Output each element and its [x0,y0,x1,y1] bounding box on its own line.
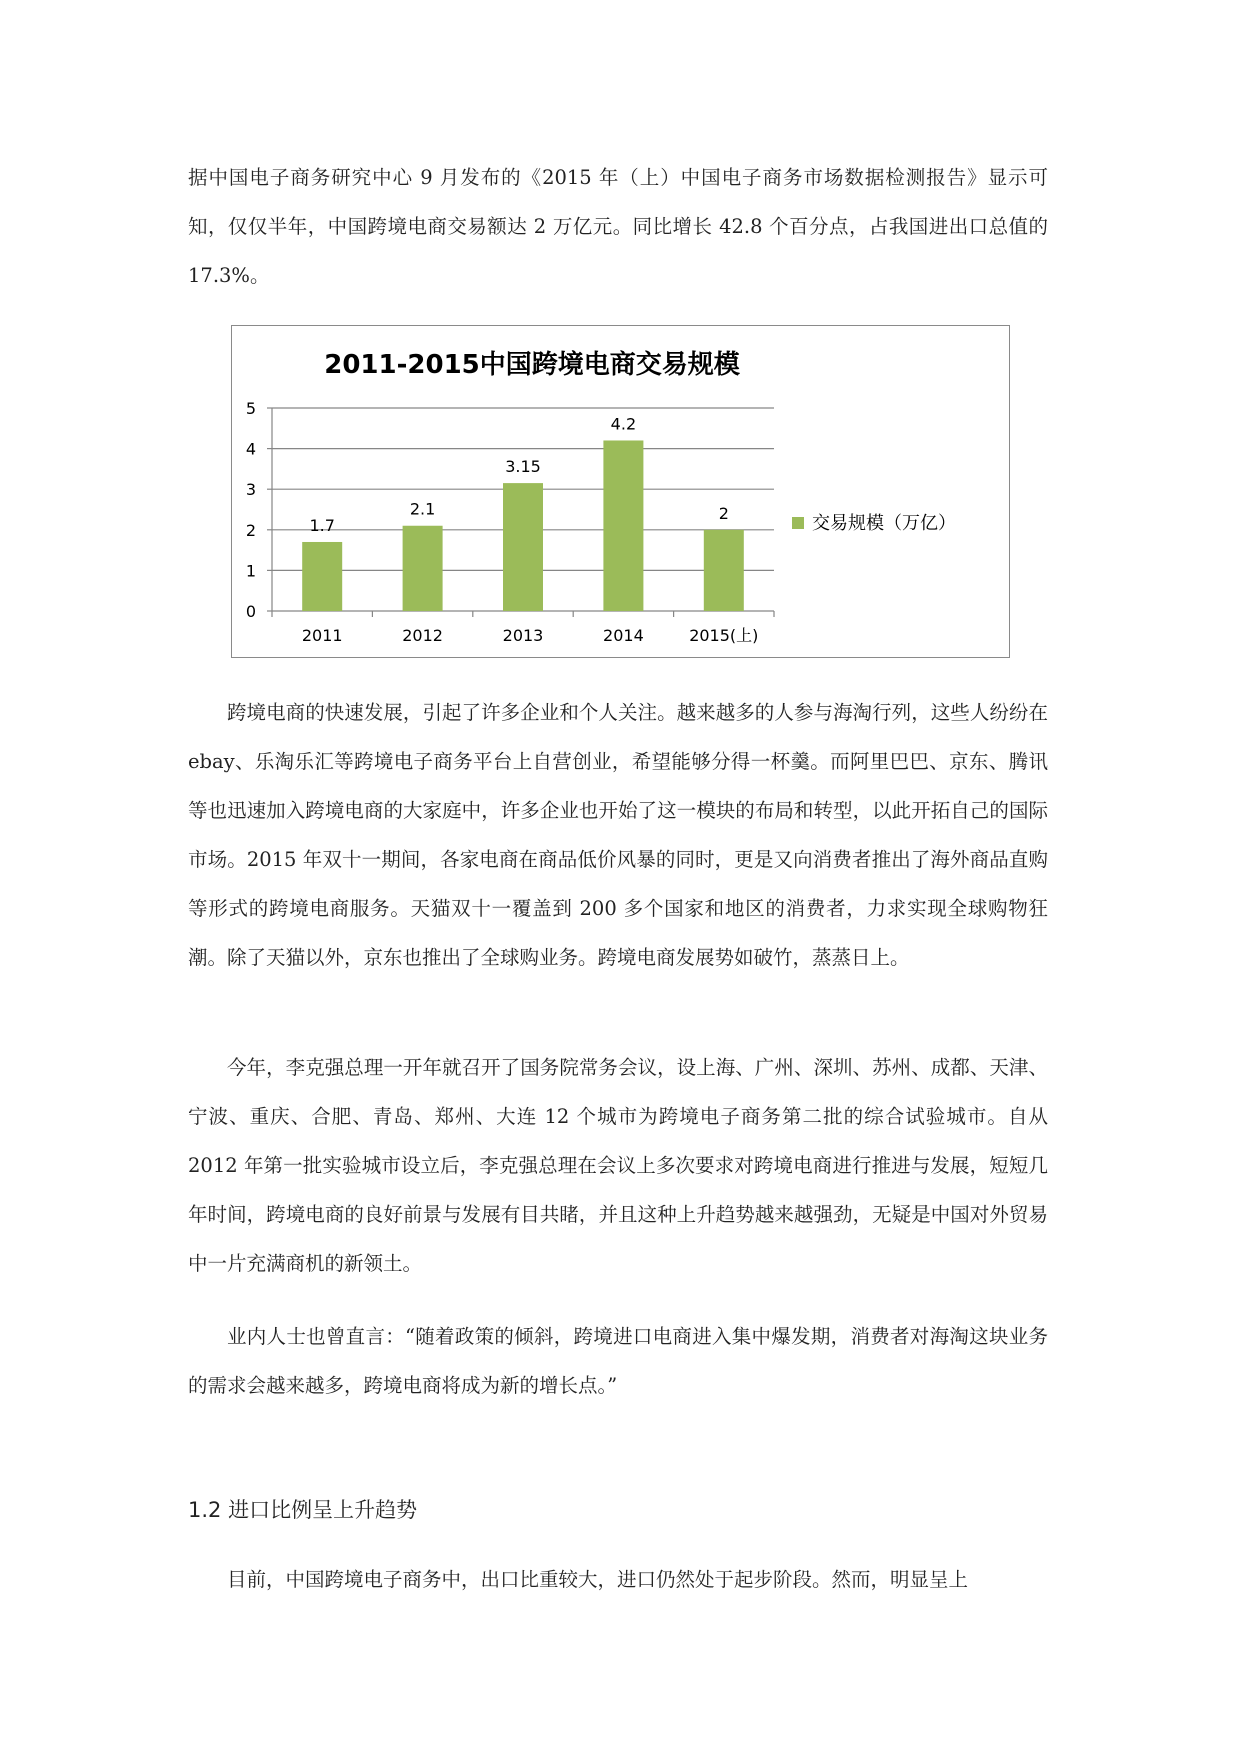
legend-label: 交易规模（万亿） [812,513,956,534]
bar [603,440,643,611]
data-label: 3.15 [505,457,541,477]
paragraph-import-ratio: 目前，中国跨境电子商务中，出口比重较大，进口仍然处于起步阶段。然而，明显呈上 [227,1568,969,1591]
y-tick-label: 5 [245,399,256,418]
x-tick-label: 2012 [402,626,443,645]
y-tick-label: 4 [245,439,256,459]
y-tick-label: 3 [245,480,256,500]
paragraph-report-summary: 据中国电子商务研究中心 9 月发布的《2015 年（上）中国电子商务市场数据检测报告》显示可知，仅仅半年，中国跨境电商交易额达 2 万亿元。同比增长 42.8 个百分点，占我国进出口总值的 17.3%。 [188,166,1048,287]
data-label: 4.2 [610,414,637,434]
bar [403,526,443,611]
paragraph-pilot-cities: 今年，李克强总理一开年就召开了国务院常务会议，设上海、广州、深圳、苏州、成都、天津、宁波、重庆、合肥、青岛、郑州、大连 12 个城市为跨境电子商务第二批的综合试验城市。自从 2012 年第一批实验城市设立后，李克强总理在会议上多次要求对跨境电商进行推进与发展，短短几年时间，跨境电商的良好前景与发展有目共睹，并且这种上升趋势越来越强劲，无疑是中国对外贸易中一片充满商机的新领土。 [188,1056,1048,1275]
x-tick-label: 2014 [603,626,644,645]
chart-title: 2011-2015中国跨境电商交易规模 [324,350,740,380]
bar [503,483,543,611]
data-label: 2.1 [409,499,436,519]
legend-swatch [792,517,804,529]
chart-canvas [232,326,1008,656]
data-label: 1.7 [309,515,335,535]
x-tick-label: 2011 [301,626,343,645]
x-tick-label: 2013 [502,626,544,645]
bar [704,530,744,611]
bar-chart [231,325,1010,658]
y-tick-label: 0 [245,602,256,621]
paragraph-industry-quote: 业内人士也曾直言：“随着政策的倾斜，跨境进口电商进入集中爆发期，消费者对海淘这块业务的需求会越来越多，跨境电商将成为新的增长点。” [188,1325,1048,1397]
y-tick-label: 2 [245,520,256,540]
paragraph-rapid-development: 跨境电商的快速发展，引起了许多企业和个人关注。越来越多的人参与海淘行列，这些人纷纷在 ebay、乐淘乐汇等跨境电子商务平台上自营创业，希望能够分得一杯羹。而阿里巴巴、京东、腾讯等也迅速加入跨境电商的大家庭中，许多企业也开始了这一模块的布局和转型，以此开拓自己的国际市场。2015 年双十一期间，各家电商在商品低价风暴的同时，更是又向消费者推出了海外商品直购等形式的跨境电商服务。天猫双十一覆盖到 200 多个国家和地区的消费者，力求实现全球购物狂潮。除了天猫以外，京东也推出了全球购业务。跨境电商发展势如破竹，蒸蒸日上。 [188,701,1048,969]
section-heading: 1.2 进口比例呈上升趋势 [188,1498,418,1522]
data-label: 2 [718,503,729,523]
bar [302,542,342,611]
x-tick-label: 2015(上) [689,626,759,645]
y-tick-label: 1 [245,561,256,581]
